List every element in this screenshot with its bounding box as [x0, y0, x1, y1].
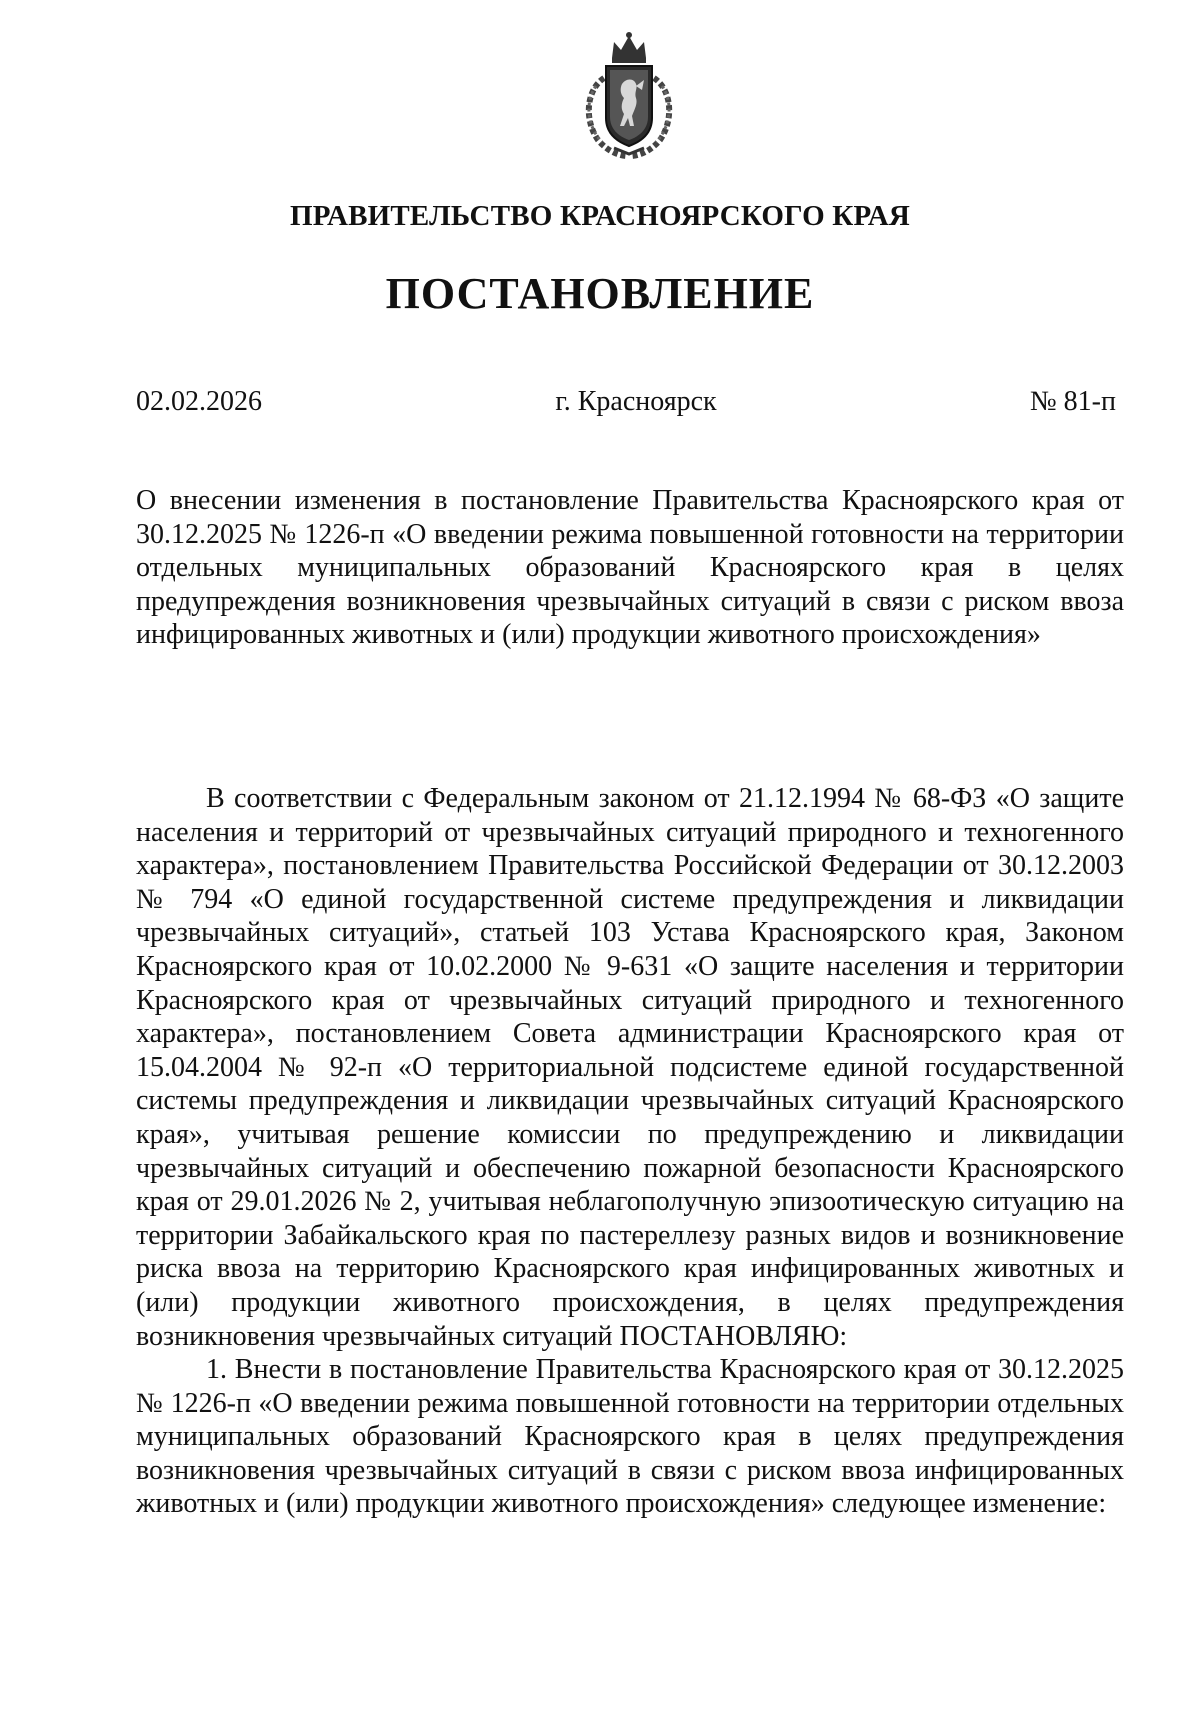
- document-meta: [136, 386, 1116, 426]
- document-date: 02.02.2026: [136, 386, 262, 417]
- document-body: [136, 782, 1124, 1521]
- document-number: № 81-п: [1029, 386, 1116, 417]
- body-paragraph: 1. Внести в постановление Правительства Красноярского края от 30.12.2025 № 1226-п «О введении режима повышенной готовности на территории отдельных муниципальных образований Красноярского края в целях предупреждения возникновения чрезвычайных ситуаций в связи с риском ввоза инфицированных животных и (или) продукции животного происхождения» следующее изменение:: [136, 1354, 1124, 1520]
- organization-title: ПРАВИТЕЛЬСТВО КРАСНОЯРСКОГО КРАЯ: [289, 200, 911, 232]
- document-city: г. Красноярск: [555, 386, 717, 417]
- coat-of-arms-icon: [574, 28, 684, 160]
- document-subject: О внесении изменения в постановление Правительства Красноярского края от 30.12.2025 № 1226-п «О введении режима повышенной готовности на территории отдельных муниципальных образований Красноярского края в целях предупреждения возникновения чрезвычайных ситуаций в связи с риском ввоза инфицированных животных и (или) продукции животного происхождения»: [136, 485, 1124, 650]
- body-paragraph: В соответствии с Федеральным законом от 21.12.1994 № 68-ФЗ «О защите населения и территорий от чрезвычайных ситуаций природного и техногенного характера», постановлением Правительства Российской Федерации от 30.12.2003 № 794 «О единой государственной системе предупреждения и ликвидации чрезвычайных ситуаций», статьей 103 Устава Красноярского края, Законом Красноярского края от 10.02.2000 № 9-631 «О защите населения и территории Красноярского края от чрезвычайных ситуаций природного и техногенного характера», постановлением Совета администрации Красноярского края от 15.04.2004 № 92-п «О территориальной подсистеме единой государственной системы предупреждения и ликвидации чрезвычайных ситуаций Красноярского края», учитывая решение комиссии по предупреждению и ликвидации чрезвычайных ситуаций и обеспечению пожарной безопасности Красноярского края от 29.01.2026 № 2, учитывая неблагополучную эпизоотическую ситуацию на территории Забайкальского края по пастереллезу разных видов и возникновение риска ввоза на территорию Красноярского края инфицированных животных и (или) продукции животного происхождения, в целях предупреждения возникновения чрезвычайных ситуаций ПОСТАНОВЛЯЮ:: [136, 783, 1124, 1352]
- document-type-title: ПОСТАНОВЛЕНИЕ: [385, 269, 815, 318]
